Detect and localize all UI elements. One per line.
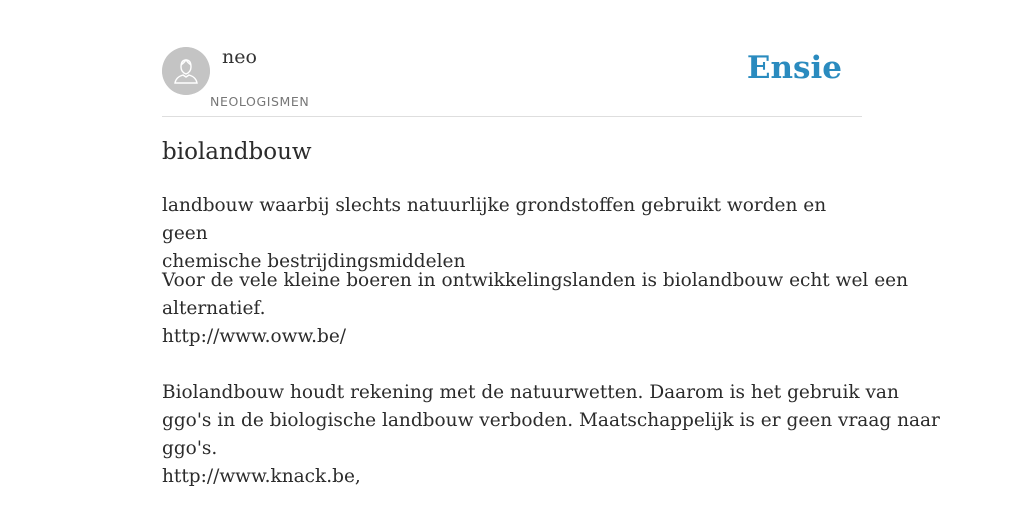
user-avatar[interactable]: [162, 47, 210, 95]
entry-header: [162, 46, 862, 117]
example-line: Biolandbouw houdt rekening met de natuurwetten. Daarom is het gebruik van: [162, 382, 899, 403]
blank-line: [162, 351, 872, 379]
ensie-logo[interactable]: Ensie: [746, 50, 842, 86]
example-line: ggo's.: [162, 438, 218, 459]
user-silhouette-icon: [162, 47, 210, 95]
entry-example: [162, 267, 940, 491]
entry-definition: [162, 192, 862, 276]
example-line: ggo's in de biologische landbouw verboden. Maatschappelijk is er geen vraag naar: [162, 410, 940, 431]
example-line: alternatief.: [162, 298, 266, 319]
username-link[interactable]: neo: [222, 46, 257, 68]
source-link-knack[interactable]: http://www.knack.be,: [162, 466, 361, 487]
definition-line: chemische bestrijdingsmiddelen: [162, 251, 466, 272]
definition-line: landbouw waarbij slechts natuurlijke grondstoffen gebruikt worden en geen: [162, 195, 827, 244]
entry-word: biolandbouw: [162, 139, 312, 165]
source-link-oww[interactable]: http://www.oww.be/: [162, 326, 347, 347]
example-line: Voor de vele kleine boeren in ontwikkelingslanden is biolandbouw echt wel een: [162, 270, 909, 291]
dictionary-label[interactable]: NEOLOGISMEN: [210, 94, 310, 109]
